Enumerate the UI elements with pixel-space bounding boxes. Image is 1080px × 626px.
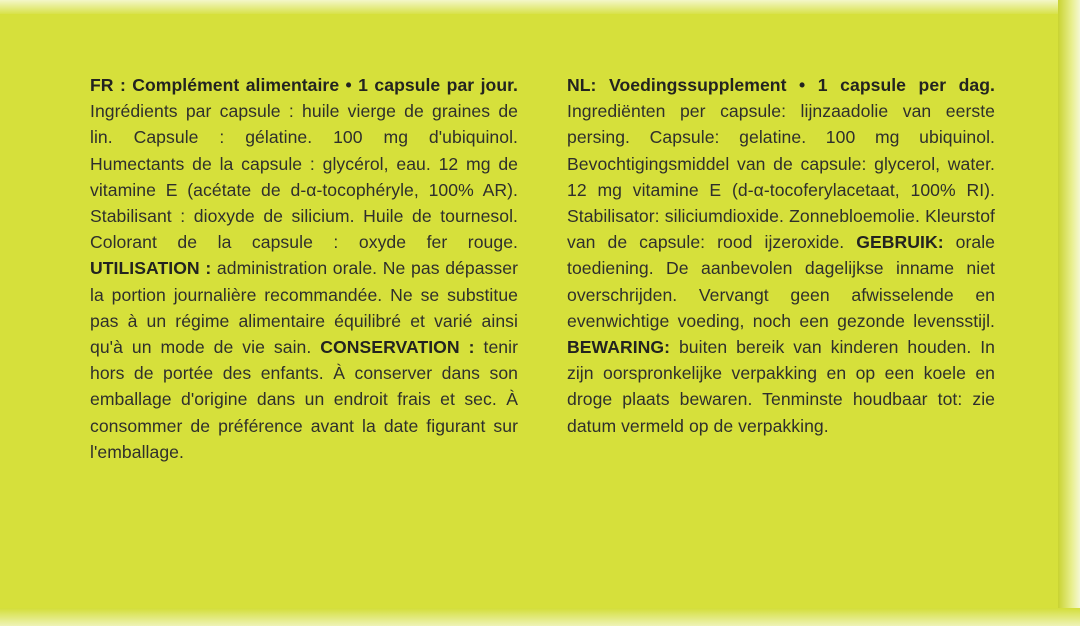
dutch-ingredients: Ingrediënten per capsule: lijnzaadolie van eerste persing. Capsule: gelatine. 100 mg ubiquinol. Bevochtigingsmiddel van de capsule: glycerol, water. 12 mg vitamine E (d-α-tocoferylacetaat, 100% RI). Stabilisator: siliciumdioxide. Zonnebloemolie. Kleurstof van de capsule: rood ijzeroxide. (567, 101, 995, 253)
dutch-text-block (567, 72, 995, 439)
french-text-block (90, 72, 518, 465)
french-usage-label: UTILISATION : (90, 258, 212, 279)
package-bottom-edge (0, 608, 1080, 626)
package-right-edge (1058, 0, 1080, 626)
french-ingredients: Ingrédients par capsule : huile vierge de graines de lin. Capsule : gélatine. 100 mg d'ubiquinol. Humectants de la capsule : glycérol, eau. 12 mg de vitamine E (acétate de d-α-tocophéryle, 100% AR). Stabilisant : dioxyde de silicium. Huile de tournesol. Colorant de la capsule : oxyde fer rouge. (90, 101, 518, 253)
dutch-usage-text: orale toediening. De aanbevolen dagelijkse inname niet overschrijden. Vervangt geen afwisselende en evenwichtige voeding, noch een gezonde levensstijl. (567, 232, 996, 331)
package-top-edge (0, 0, 1080, 14)
french-storage-text: tenir hors de portée des enfants. À conserver dans son emballage d'origine dans un endroit frais et sec. À consommer de préférence avant la date figurant sur l'emballage. (90, 337, 518, 462)
french-usage-text: administration orale. Ne pas dépasser la portion journalière recommandée. Ne se substitue pas à un régime alimentaire équilibré et varié ainsi qu'à un mode de vie sain. (90, 258, 518, 358)
dutch-usage-label: GEBRUIK: (856, 232, 944, 253)
french-storage-label: CONSERVATION : (320, 337, 475, 358)
dutch-heading: NL: Voedingssupplement • 1 capsule per dag. (567, 75, 995, 95)
french-heading: FR : Complément alimentaire • 1 capsule par jour. (90, 75, 518, 95)
dutch-storage-text: buiten bereik van kinderen houden. In zijn oorspronkelijke verpakking en op een koele en droge plaats bewaren. Tenminste houdbaar tot: zie datum vermeld op de verpakking. (567, 337, 995, 436)
dutch-storage-label: BEWARING: (567, 337, 671, 358)
